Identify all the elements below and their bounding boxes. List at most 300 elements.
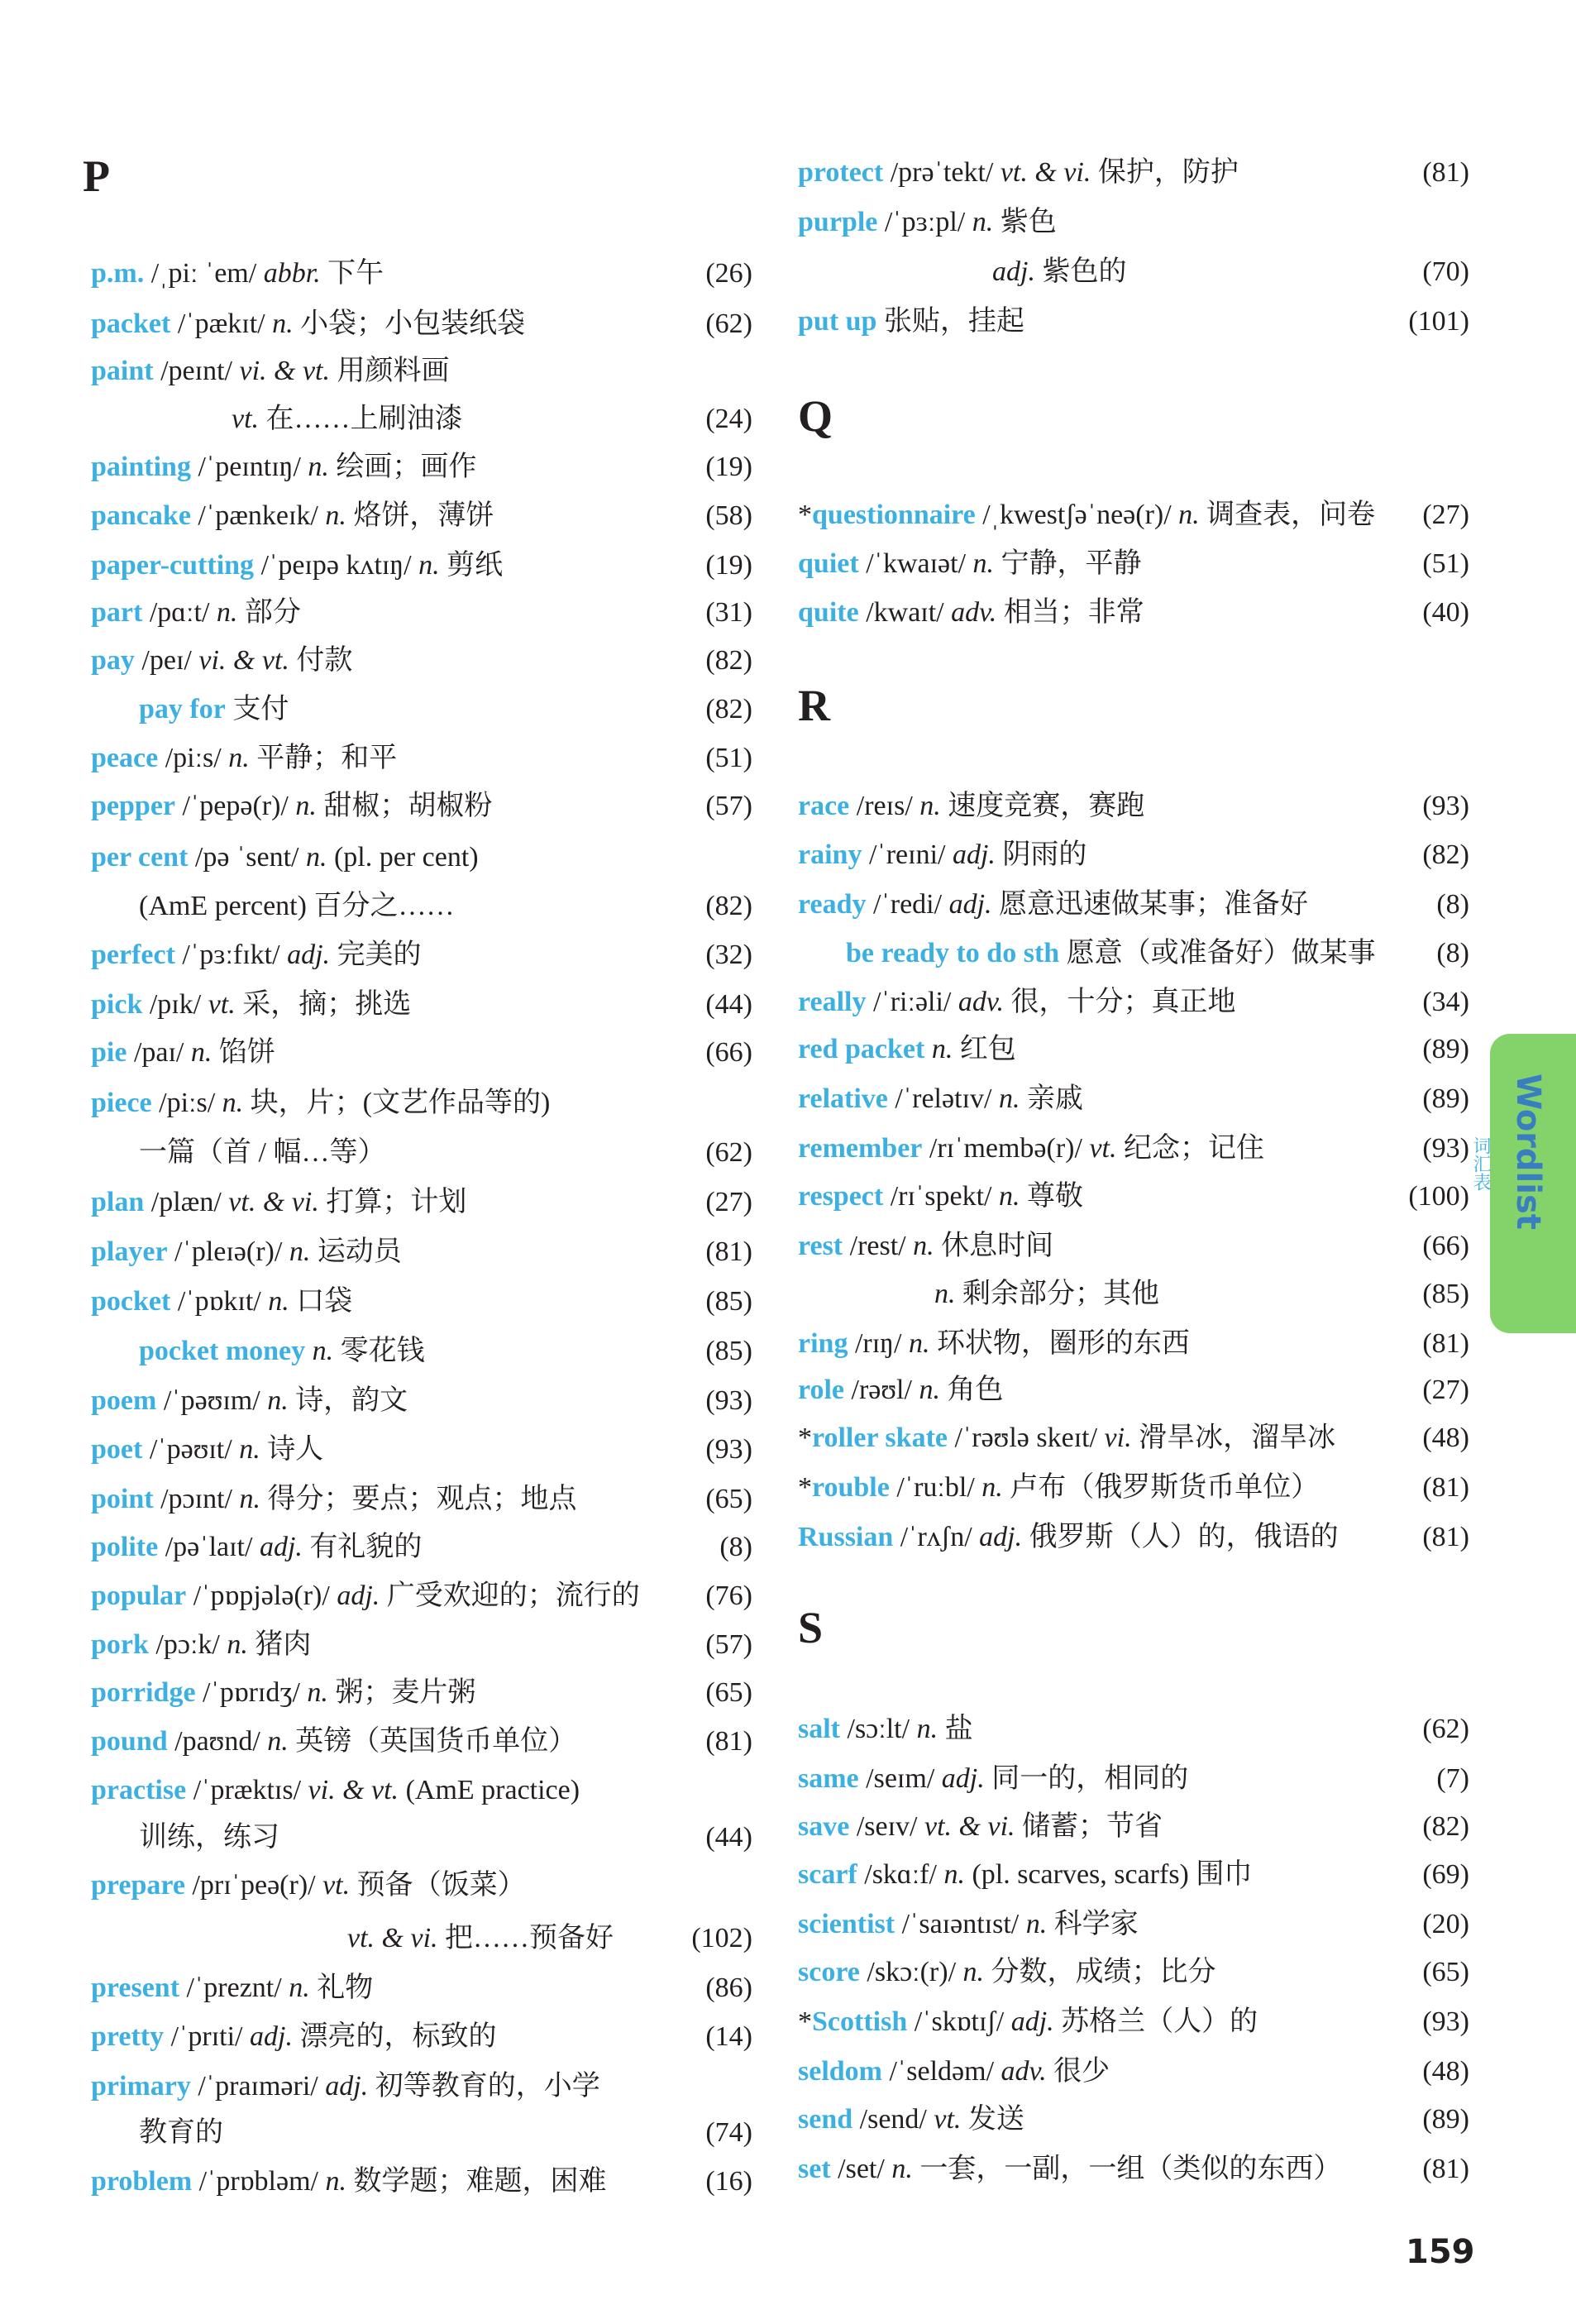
part-of-speech: n.	[190, 1037, 213, 1068]
wordlist-entry	[91, 1278, 752, 1326]
headword[interactable]: prepare	[91, 1870, 185, 1901]
entry-text	[91, 834, 479, 882]
headword[interactable]: poem	[91, 1385, 157, 1416]
phonetic: /ˈprɪti/	[164, 2021, 251, 2052]
definition: 盐	[938, 1714, 973, 1744]
wordlist-entry	[798, 540, 1469, 588]
entry-text	[139, 1327, 425, 1375]
headword[interactable]: popular	[91, 1580, 187, 1611]
entry-text	[798, 1803, 1163, 1851]
definition: 粥；麦片粥	[327, 1677, 476, 1708]
wordlist-entry	[91, 686, 752, 734]
entry-text	[91, 250, 384, 298]
page-reference: (31)	[705, 597, 752, 628]
part-of-speech: n.	[962, 1957, 985, 1987]
phonetic: /ˈpɒkɪt/	[170, 1286, 269, 1317]
wordlist-entry	[798, 881, 1469, 929]
headword[interactable]: problem	[91, 2166, 193, 2197]
entry-text	[91, 1621, 311, 1669]
headword[interactable]: put up	[798, 306, 877, 337]
entry-text	[798, 149, 1239, 197]
definition: 烙饼，薄饼	[346, 500, 494, 531]
headword[interactable]: pork	[91, 1629, 149, 1660]
part-of-speech: n.	[913, 1231, 934, 1261]
part-of-speech: adj.	[992, 256, 1035, 287]
wordlist-entry	[798, 2096, 1469, 2144]
page-reference: (26)	[705, 258, 752, 289]
headword[interactable]: rouble	[812, 1472, 890, 1503]
phonetic: /pɔːk/	[148, 1629, 227, 1660]
definition: 得分；要点；观点；地点	[260, 1484, 577, 1514]
wordlist-entry	[91, 1621, 752, 1669]
wordlist-entry	[91, 1228, 752, 1276]
phonetic: /piːs/	[158, 743, 229, 773]
page-reference: (81)	[705, 1726, 752, 1757]
headword[interactable]: present	[91, 1973, 180, 2003]
entry-text	[91, 300, 525, 348]
phonetic: /ˈpəʊɪt/	[142, 1434, 240, 1465]
page-reference: (8)	[1436, 889, 1469, 920]
headword[interactable]: pound	[91, 1726, 168, 1757]
headword[interactable]: poet	[91, 1434, 143, 1465]
phonetic: /ˈskɒtɪʃ/	[907, 2006, 1011, 2037]
page-reference: (66)	[1422, 1231, 1469, 1261]
entry-text	[798, 589, 1144, 637]
definition: 调查表，问卷	[1199, 500, 1376, 530]
page-reference: (51)	[705, 743, 752, 773]
page-reference: (85)	[1422, 1279, 1469, 1309]
wordlist-entry	[91, 2063, 752, 2111]
definition: 打算；计划	[318, 1187, 467, 1217]
entry-text	[798, 831, 1086, 879]
page-reference: (100)	[1408, 1181, 1469, 1212]
headword[interactable]: scientist	[798, 1909, 895, 1939]
wordlist-entry	[91, 1179, 752, 1227]
headword[interactable]: part	[91, 597, 143, 628]
page-reference: (57)	[705, 791, 752, 821]
page-reference: (27)	[1422, 1375, 1469, 1405]
phonetic: /ˈprɒbləm/	[192, 2166, 326, 2197]
headword[interactable]: red packet	[798, 1034, 925, 1064]
page-reference: (40)	[1422, 597, 1469, 628]
entry-text	[798, 1901, 1139, 1949]
wordlist-entry	[798, 978, 1469, 1026]
definition: 猪肉	[247, 1629, 312, 1660]
definition: 训练，练习	[139, 1822, 279, 1853]
definition: 科学家	[1047, 1909, 1139, 1939]
entry-text	[798, 2096, 1024, 2144]
headword[interactable]: respect	[798, 1181, 884, 1212]
wordlist-entry	[91, 1129, 752, 1177]
definition: 储蓄；节省	[1015, 1811, 1163, 1842]
headword[interactable]: pancake	[91, 500, 191, 531]
part-of-speech: n.	[325, 500, 346, 531]
wordlist-entry	[798, 1513, 1469, 1561]
entry-text	[139, 1814, 279, 1862]
headword[interactable]: pocket money	[139, 1336, 306, 1366]
headword[interactable]: porridge	[91, 1677, 196, 1708]
phonetic: /prɪˈpeə(r)/	[184, 1870, 323, 1901]
headword[interactable]: remember	[798, 1133, 923, 1164]
star-mark: *	[798, 1423, 812, 1453]
headword[interactable]: Russian	[798, 1522, 894, 1552]
phonetic: /ˈruːbl/	[889, 1472, 982, 1503]
wordlist-entry	[91, 300, 752, 348]
definition: 速度竞赛，赛跑	[940, 791, 1145, 821]
entry-text	[798, 1366, 1003, 1414]
definition: 把……预备好	[437, 1923, 614, 1953]
headword[interactable]: relative	[798, 1083, 888, 1114]
definition: 环状物，圈形的东西	[929, 1328, 1190, 1359]
entry-text	[91, 1767, 580, 1815]
part-of-speech: n.	[934, 1279, 956, 1309]
headword[interactable]: painting	[91, 452, 191, 482]
part-of-speech: adj.	[259, 1532, 303, 1562]
headword[interactable]: primary	[91, 2071, 191, 2102]
headword[interactable]: rainy	[798, 839, 862, 870]
entry-text	[798, 540, 1142, 588]
part-of-speech: adj.	[325, 2071, 369, 2102]
page-reference: (70)	[1422, 256, 1469, 287]
phonetic: /prəˈtekt/	[883, 157, 1001, 188]
part-of-speech: n.	[289, 1973, 310, 2003]
definition: 漂亮的，标致的	[292, 2021, 497, 2052]
star-mark: *	[798, 500, 812, 530]
headword[interactable]: questionnaire	[812, 500, 976, 530]
entry-text	[798, 1026, 1016, 1074]
phonetic: /skɑːf/	[857, 1859, 944, 1890]
headword[interactable]: role	[798, 1375, 845, 1405]
definition: 剪纸	[439, 550, 504, 581]
part-of-speech: n.	[239, 1434, 260, 1465]
headword[interactable]: p.m.	[91, 258, 145, 289]
phonetic: /rəʊl/	[844, 1375, 919, 1405]
headword[interactable]: be ready to do sth	[846, 938, 1060, 968]
part-of-speech: vt.	[322, 1870, 351, 1901]
entry-text	[91, 1475, 576, 1523]
part-of-speech: vi. & vt.	[198, 645, 289, 676]
part-of-speech: vt.	[934, 2104, 962, 2135]
page-reference: (48)	[1422, 1423, 1469, 1453]
phonetic: /ˈrelətɪv/	[887, 1083, 999, 1114]
page-reference: (44)	[705, 1822, 752, 1853]
wordlist-entry	[91, 492, 752, 540]
headword[interactable]: pocket	[91, 1286, 171, 1317]
phonetic: /seɪv/	[849, 1811, 924, 1842]
headword[interactable]: salt	[798, 1714, 840, 1744]
wordlist-entry	[798, 1949, 1469, 1996]
entry-text	[798, 1998, 1258, 2046]
entry-text	[91, 1179, 466, 1227]
part-of-speech: n.	[919, 791, 941, 821]
page-reference: (82)	[705, 891, 752, 921]
part-of-speech: vt. & vi.	[228, 1187, 319, 1217]
headword[interactable]: rest	[798, 1231, 843, 1261]
headword[interactable]: plan	[91, 1187, 145, 1217]
entry-text	[798, 198, 1057, 246]
entry-text	[91, 492, 494, 540]
part-of-speech: vt.	[208, 989, 236, 1020]
part-of-speech: n.	[312, 1336, 334, 1366]
part-of-speech: n.	[267, 1385, 289, 1416]
part-of-speech: n.	[916, 1714, 938, 1744]
part-of-speech: vt.	[1089, 1133, 1117, 1164]
part-of-speech: n.	[227, 1629, 248, 1660]
entry-text	[91, 347, 450, 395]
part-of-speech: n.	[908, 1328, 930, 1359]
headword[interactable]: player	[91, 1236, 168, 1267]
wordlist-entry	[798, 1464, 1469, 1512]
wordlist-entry	[91, 782, 752, 830]
part-of-speech: n.	[1025, 1909, 1048, 1939]
wordlist-entry	[798, 1320, 1469, 1368]
definition: 同一的，相同的	[984, 1763, 1189, 1794]
wordlist-entry	[798, 1998, 1469, 2046]
wordlist-entry	[798, 782, 1469, 830]
headword[interactable]: pay for	[139, 694, 226, 724]
headword[interactable]: race	[798, 791, 850, 821]
phonetic: /ˈpɒpjələ(r)/	[186, 1580, 337, 1611]
wordlist-entry	[91, 1862, 752, 1910]
part-of-speech: n.	[931, 1034, 953, 1064]
page-reference: (51)	[1422, 548, 1469, 579]
definition: 俄罗斯（人）的，俄语的	[1022, 1522, 1339, 1552]
headword[interactable]: pick	[91, 989, 143, 1020]
entry-text	[91, 1079, 550, 1127]
headword[interactable]: ring	[798, 1328, 848, 1359]
phonetic: /ˈpleɪə(r)/	[167, 1236, 289, 1267]
headword[interactable]: pepper	[91, 791, 175, 821]
wordlist-entry	[91, 589, 752, 637]
definition: 付款	[289, 645, 353, 676]
part-of-speech: n.	[998, 1083, 1020, 1114]
entry-text	[91, 1669, 475, 1717]
wordlist-entry	[798, 1173, 1469, 1221]
definition: 数学题；难题，困难	[346, 2166, 607, 2197]
part-of-speech: n.	[1178, 500, 1200, 530]
page-reference: (93)	[705, 1385, 752, 1416]
page-reference: (74)	[705, 2117, 752, 2148]
entry-text	[798, 1222, 1053, 1270]
entry-text	[91, 1572, 640, 1620]
entry-text	[91, 1377, 408, 1425]
entry-text	[232, 395, 463, 443]
definition: 张贴，挂起	[883, 306, 1024, 337]
entry-text	[91, 1964, 373, 2012]
headword[interactable]: paper-cutting	[91, 550, 255, 581]
part-of-speech: adj.	[1010, 2006, 1054, 2037]
definition: 有礼貌的	[302, 1532, 423, 1562]
page-reference: (57)	[705, 1629, 752, 1660]
headword[interactable]: score	[798, 1957, 860, 1987]
entry-text	[934, 1270, 1159, 1318]
entry-text	[139, 686, 289, 734]
wordlist-entry	[798, 831, 1469, 879]
headword[interactable]: seldom	[798, 2056, 882, 2087]
part-of-speech: adj.	[979, 1522, 1023, 1552]
entry-text	[91, 637, 352, 685]
wordlist-entry	[798, 2048, 1469, 2096]
phonetic: /seɪm/	[858, 1763, 942, 1794]
phonetic: /peɪ/	[134, 645, 199, 676]
wordlist-entry	[91, 347, 752, 395]
headword[interactable]: perfect	[91, 940, 175, 970]
page-reference: (82)	[705, 694, 752, 724]
wordlist-entry	[91, 2109, 752, 2157]
headword[interactable]: send	[798, 2104, 853, 2135]
wordlist-entry	[91, 734, 752, 782]
headword[interactable]: same	[798, 1763, 859, 1794]
phonetic: /piːs/	[151, 1088, 222, 1118]
headword[interactable]: really	[798, 987, 867, 1017]
phonetic: /plæn/	[144, 1187, 229, 1217]
headword[interactable]: practise	[91, 1775, 187, 1805]
headword[interactable]: save	[798, 1811, 850, 1842]
page-reference: (48)	[1422, 2056, 1469, 2087]
part-of-speech: adj.	[948, 889, 992, 920]
headword[interactable]: packet	[91, 308, 171, 339]
definition: 发送	[961, 2104, 1024, 2135]
page-reference: (19)	[705, 452, 752, 482]
phonetic: /rɪˈspekt/	[883, 1181, 999, 1212]
wordlist-entry	[91, 1718, 752, 1766]
definition: 部分	[237, 597, 301, 628]
phonetic: /ˈredi/	[866, 889, 949, 920]
page-reference: (89)	[1422, 1034, 1469, 1064]
phonetic: /send/	[852, 2104, 934, 2135]
definition: 紫色	[993, 207, 1057, 237]
definition: 绘画；画作	[328, 452, 477, 482]
definition: 平静；和平	[249, 743, 398, 773]
definition: 红包	[953, 1034, 1016, 1064]
definition: 分数，成绩；比分	[984, 1957, 1216, 1987]
entry-text	[91, 1228, 402, 1276]
wordlist-entry	[91, 1377, 752, 1425]
phonetic: /ˈpækɪt/	[170, 308, 273, 339]
part-of-speech: n.	[228, 743, 250, 773]
entry-text	[91, 2158, 606, 2206]
phonetic: /ˈpepə(r)/	[175, 791, 296, 821]
entry-text	[798, 1851, 1252, 1899]
headword[interactable]: polite	[91, 1532, 159, 1562]
page-reference: (76)	[705, 1580, 752, 1611]
definition: 下午	[320, 258, 384, 289]
wordlist-entry	[91, 1327, 752, 1375]
headword[interactable]: point	[91, 1484, 154, 1514]
entry-text	[798, 2145, 1341, 2193]
wordlist-entry	[798, 149, 1469, 197]
page-reference: (27)	[705, 1187, 752, 1217]
definition: 卢布（俄罗斯货币单位）	[1002, 1472, 1320, 1503]
definition: (AmE percent) 百分之……	[139, 891, 455, 921]
entry-text	[347, 1915, 614, 1963]
headword[interactable]: roller skate	[812, 1423, 948, 1453]
definition: 馅饼	[212, 1037, 275, 1068]
part-of-speech: n.	[267, 1726, 289, 1757]
part-of-speech: vi. & vt.	[239, 356, 331, 386]
wordlist-entry	[91, 2158, 752, 2206]
part-of-speech: vi.	[1104, 1423, 1132, 1453]
definition: 相当；非常	[996, 597, 1144, 628]
headword[interactable]: pie	[91, 1037, 127, 1068]
definition: 阴雨的	[995, 839, 1087, 870]
definition: 小袋；小包装纸袋	[293, 308, 526, 339]
page-reference: (82)	[1422, 839, 1469, 870]
part-of-speech: vt. & vi.	[924, 1811, 1015, 1842]
definition: (AmE practice)	[399, 1775, 580, 1805]
wordlist-entry	[798, 1075, 1469, 1123]
headword[interactable]: paint	[91, 356, 154, 386]
phonetic: /rɪŋ/	[848, 1328, 909, 1359]
headword[interactable]: scarf	[798, 1859, 857, 1890]
headword[interactable]: piece	[91, 1088, 152, 1118]
phonetic: /ˈrʌʃn/	[893, 1522, 980, 1552]
phonetic: /ˈkwaɪət/	[858, 548, 973, 579]
part-of-speech: n.	[972, 207, 994, 237]
headword[interactable]: set	[798, 2154, 831, 2184]
definition: 苏格兰（人）的	[1053, 2006, 1258, 2037]
part-of-speech: n.	[325, 2166, 346, 2197]
definition: 愿意迅速做某事；准备好	[991, 889, 1309, 920]
wordlist-tab-chinese-label: 词汇表	[1470, 1136, 1491, 1191]
definition: 块，片；(文艺作品等的)	[243, 1088, 551, 1118]
part-of-speech: n.	[307, 1677, 328, 1708]
entry-text	[798, 1705, 973, 1753]
part-of-speech: adj.	[952, 839, 996, 870]
headword[interactable]: ready	[798, 889, 867, 920]
headword[interactable]: purple	[798, 207, 878, 237]
definition: 亲戚	[1020, 1083, 1083, 1114]
part-of-speech: n.	[972, 548, 995, 579]
page-reference: (65)	[705, 1677, 752, 1708]
definition: 用颜料画	[330, 356, 450, 386]
part-of-speech: n.	[216, 597, 238, 628]
entry-text	[91, 1029, 275, 1077]
phonetic: /skɔː(r)/	[859, 1957, 963, 1987]
entry-text	[91, 981, 411, 1029]
definition: 很少	[1046, 2056, 1110, 2087]
page-reference: (81)	[1422, 1472, 1469, 1503]
page-reference: (85)	[705, 1286, 752, 1317]
definition: 滑旱冰，溜旱冰	[1131, 1423, 1336, 1453]
entry-text	[798, 1075, 1083, 1123]
headword[interactable]: Scottish	[812, 2006, 908, 2037]
definition: 剩余部分；其他	[955, 1279, 1159, 1309]
wordlist-entry	[91, 1669, 752, 1717]
phonetic: /pəˈlaɪt/	[158, 1532, 260, 1562]
wordlist-entry	[798, 1803, 1469, 1851]
part-of-speech: adj.	[250, 2021, 293, 2052]
headword[interactable]: pay	[91, 645, 135, 676]
entry-text	[846, 930, 1376, 978]
headword[interactable]: protect	[798, 157, 884, 188]
page-reference: (14)	[705, 2021, 752, 2052]
part-of-speech: n.	[308, 452, 329, 482]
page-reference: (89)	[1422, 1083, 1469, 1114]
headword[interactable]: per cent	[91, 842, 189, 873]
headword[interactable]: pretty	[91, 2021, 165, 2052]
wordlist-entry	[798, 298, 1469, 346]
headword[interactable]: peace	[91, 743, 159, 773]
wordlist-entry	[798, 1705, 1469, 1753]
headword[interactable]: quite	[798, 597, 859, 628]
entry-text	[91, 589, 301, 637]
headword[interactable]: quiet	[798, 548, 859, 579]
phonetic: /ˈrəʊlə skeɪt/	[948, 1423, 1105, 1453]
wordlist-entry	[91, 931, 752, 979]
entry-text	[91, 1718, 576, 1766]
entry-text	[798, 1414, 1335, 1462]
